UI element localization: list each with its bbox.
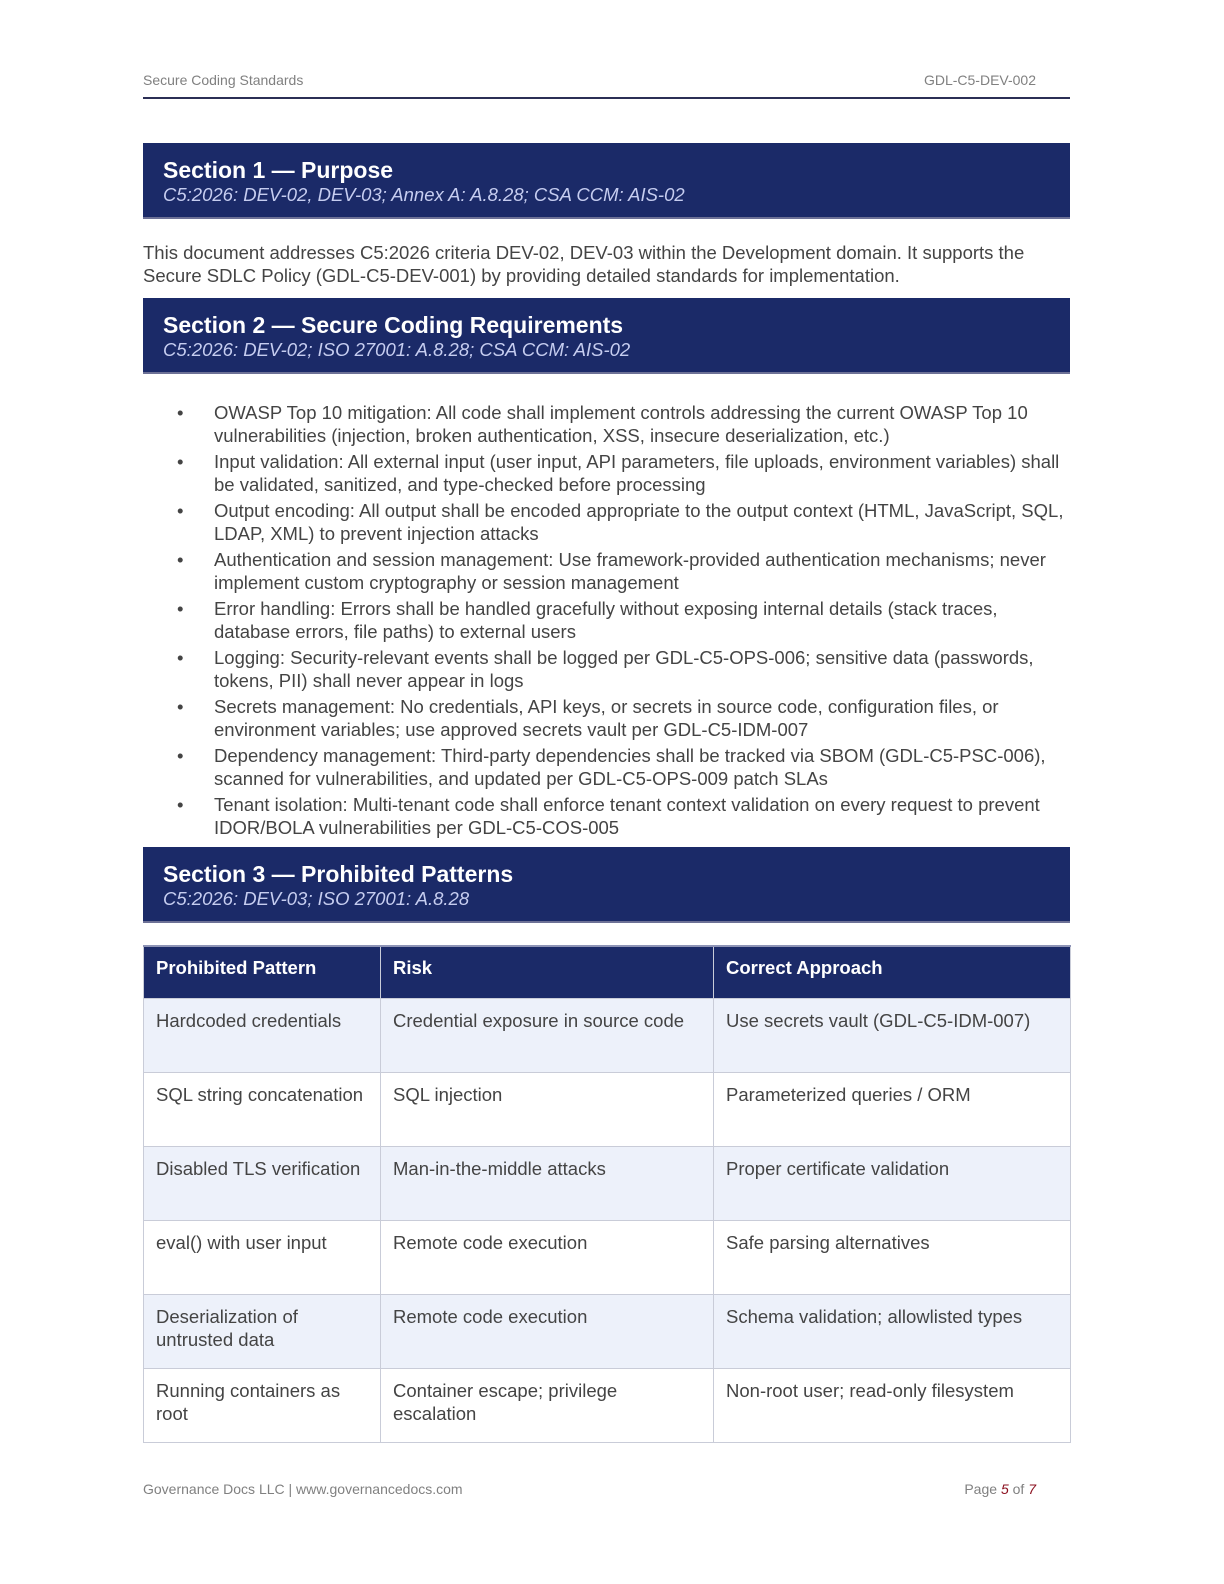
cell-pattern: SQL string concatenation: [144, 1073, 381, 1147]
requirement-text: Output encoding: All output shall be encoded appropriate to the output context (HTML, JavaScript, SQL, LDAP, XML) to prevent injection attacks: [214, 500, 1064, 544]
requirement-text: Error handling: Errors shall be handled gracefully without exposing internal details (stack traces, database errors, file paths) to external users: [214, 598, 998, 642]
bullet-icon: •: [177, 598, 184, 619]
cell-pattern: Hardcoded credentials: [144, 999, 381, 1073]
document-title: Secure Coding Standards: [143, 72, 304, 88]
cell-approach: Parameterized queries / ORM: [714, 1073, 1071, 1147]
cell-approach: Proper certificate validation: [714, 1147, 1071, 1221]
total-pages: 7: [1028, 1481, 1036, 1497]
bullet-icon: •: [177, 794, 184, 815]
page-number: [964, 1481, 1036, 1497]
cell-risk: Container escape; privilege escalation: [381, 1369, 714, 1443]
column-header-risk: Risk: [381, 946, 714, 999]
section-references: C5:2026: DEV-02, DEV-03; Annex A: A.8.28; CSA CCM: AIS-02: [163, 184, 685, 205]
requirement-text: OWASP Top 10 mitigation: All code shall implement controls addressing the current OWASP Top 10 vulnerabilities (injection, broken authentication, XSS, insecure deserialization, etc.): [214, 402, 1028, 446]
table-row: [144, 1369, 1071, 1443]
section-title: Section 1 — Purpose: [163, 157, 394, 183]
table-row: [144, 1295, 1071, 1369]
purpose-paragraph: This document addresses C5:2026 criteria DEV-02, DEV-03 within the Development domain. It supports the Secure SDLC Policy (GDL-C5-DEV-001) by providing detailed standards for implementation.: [143, 242, 1025, 286]
list-item: [143, 793, 1070, 839]
cell-risk: Remote code execution: [381, 1295, 714, 1369]
cell-approach: Non-root user; read-only filesystem: [714, 1369, 1071, 1443]
page-label: Page: [964, 1481, 998, 1497]
cell-pattern: Running containers as root: [144, 1369, 381, 1443]
list-item: [143, 548, 1070, 594]
section-references: C5:2026: DEV-02; ISO 27001: A.8.28; CSA CCM: AIS-02: [163, 339, 631, 360]
bullet-icon: •: [177, 451, 184, 472]
table-row: [144, 1147, 1071, 1221]
section-2-header: [143, 298, 1070, 374]
section-title: Section 3 — Prohibited Patterns: [163, 861, 514, 887]
section-1-header: [143, 143, 1070, 219]
requirement-text: Authentication and session management: Use framework-provided authentication mechanisms; never implement custom cryptography or session management: [214, 549, 1046, 593]
bullet-icon: •: [177, 647, 184, 668]
bullet-icon: •: [177, 500, 184, 521]
page-header: [143, 70, 1070, 99]
list-item: [143, 499, 1070, 545]
table-header-row: [144, 946, 1071, 999]
cell-risk: Credential exposure in source code: [381, 999, 714, 1073]
list-item: [143, 646, 1070, 692]
section-3-header: [143, 847, 1070, 923]
requirement-text: Tenant isolation: Multi-tenant code shall enforce tenant context validation on every request to prevent IDOR/BOLA vulnerabilities per GDL-C5-COS-005: [214, 794, 1040, 838]
requirement-text: Logging: Security-relevant events shall be logged per GDL-C5-OPS-006; sensitive data (passwords, tokens, PII) shall never appear in logs: [214, 647, 1034, 691]
requirements-list: [143, 401, 1070, 842]
cell-approach: Use secrets vault (GDL-C5-IDM-007): [714, 999, 1071, 1073]
requirement-text: Dependency management: Third-party dependencies shall be tracked via SBOM (GDL-C5-PSC-006), scanned for vulnerabilities, and updated per GDL-C5-OPS-009 patch SLAs: [214, 745, 1046, 789]
cell-pattern: Disabled TLS verification: [144, 1147, 381, 1221]
cell-approach: Schema validation; allowlisted types: [714, 1295, 1071, 1369]
prohibited-patterns-table: [143, 945, 1071, 1443]
list-item: [143, 744, 1070, 790]
cell-risk: Remote code execution: [381, 1221, 714, 1295]
document-id: GDL-C5-DEV-002: [923, 72, 1036, 88]
bullet-icon: •: [177, 696, 184, 717]
requirement-text: Secrets management: No credentials, API keys, or secrets in source code, configuration files, or environment variables; use approved secrets vault per GDL-C5-IDM-007: [214, 696, 999, 740]
requirement-text: Input validation: All external input (user input, API parameters, file uploads, environment variables) shall be validated, sanitized, and type-checked before processing: [214, 451, 1060, 495]
bullet-icon: •: [177, 402, 184, 423]
company-info: Governance Docs LLC | www.governancedocs.com: [143, 1481, 463, 1497]
list-item: [143, 450, 1070, 496]
list-item: [143, 695, 1070, 741]
list-item: [143, 597, 1070, 643]
current-page: 5: [1000, 1481, 1009, 1497]
column-header-approach: Correct Approach: [714, 946, 1071, 999]
bullet-icon: •: [177, 549, 184, 570]
page-of-label: of: [1012, 1481, 1025, 1497]
cell-risk: SQL injection: [381, 1073, 714, 1147]
list-item: [143, 401, 1070, 447]
cell-pattern: Deserialization of untrusted data: [144, 1295, 381, 1369]
cell-pattern: eval() with user input: [144, 1221, 381, 1295]
table-row: [144, 1221, 1071, 1295]
cell-approach: Safe parsing alternatives: [714, 1221, 1071, 1295]
bullet-icon: •: [177, 745, 184, 766]
column-header-pattern: Prohibited Pattern: [144, 946, 381, 999]
section-title: Section 2 — Secure Coding Requirements: [163, 312, 624, 338]
page-footer: [143, 1481, 1070, 1501]
table-row: [144, 999, 1071, 1073]
cell-risk: Man-in-the-middle attacks: [381, 1147, 714, 1221]
table-row: [144, 1073, 1071, 1147]
section-references: C5:2026: DEV-03; ISO 27001: A.8.28: [163, 888, 470, 909]
